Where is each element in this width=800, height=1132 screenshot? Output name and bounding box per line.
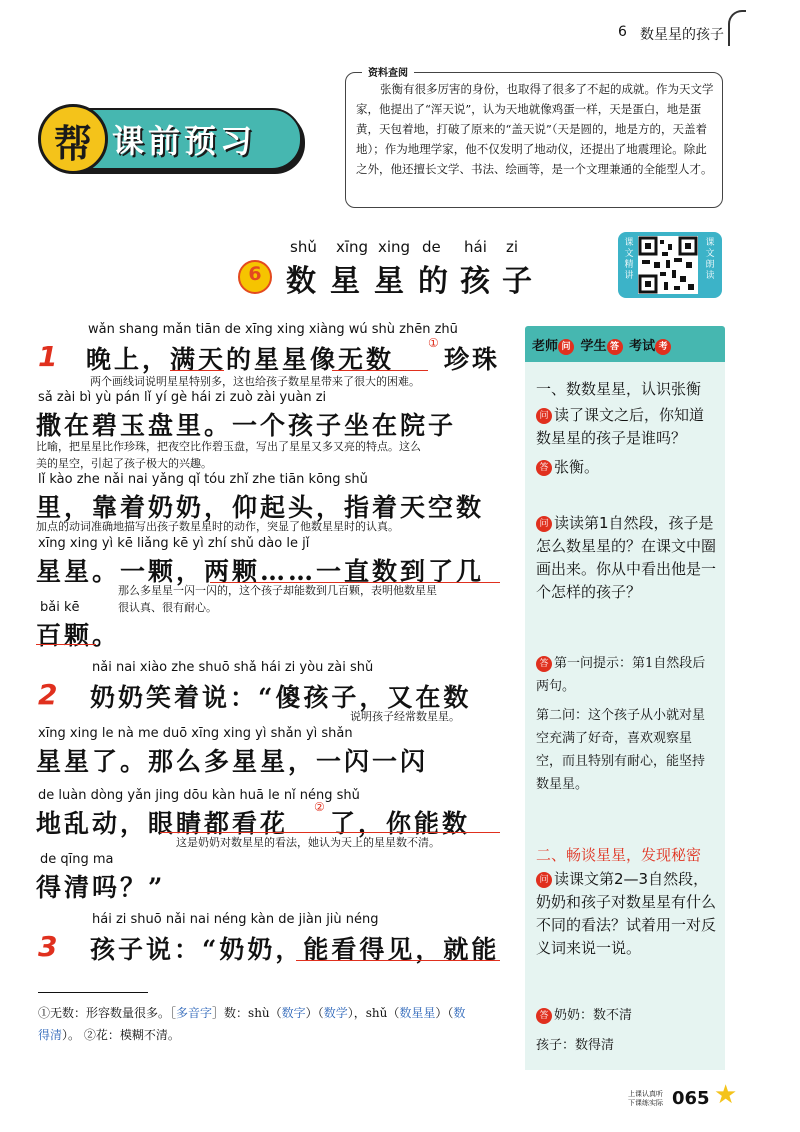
underline <box>170 370 224 371</box>
pinyin-line: nǎi nai xiào zhe shuō shǎ hái zi yòu zài shǔ <box>92 660 374 675</box>
title-pinyin: hái <box>464 238 487 256</box>
qr-left-label: 课文精讲 <box>624 238 634 281</box>
title-pinyin: xīng <box>336 238 369 256</box>
answer: 答 奶奶：数不清 <box>536 1004 716 1027</box>
title-char: 孩 <box>460 264 492 299</box>
header-title: 数星星的孩子 <box>640 27 724 43</box>
text-line: 晚上，满天的星星像无数 <box>86 345 395 374</box>
pinyin-line: xīng xing le nà me duō xīng xing yì shǎn yì shǎn <box>38 726 353 741</box>
text-line: 奶奶笑着说：“傻孩子，又在数 <box>90 683 472 712</box>
annotation: 美的星空，引起了孩子极大的兴趣。 <box>36 457 212 470</box>
text-line: 撒在碧玉盘里。一个孩子坐在院子 <box>36 411 457 440</box>
title-pinyin: xing <box>378 238 411 256</box>
answer-detail: 孩子：数得清 <box>536 1038 615 1053</box>
text-line: 百颗。 <box>36 621 121 650</box>
pinyin-line: de qīng ma <box>40 852 114 867</box>
text-line: 得清吗？” <box>36 873 166 902</box>
pinyin-line: wǎn shang mǎn tiān de xīng xing xiàng wú shù zhēn zhū <box>88 322 458 337</box>
annotation: 比喻，把星星比作珍珠，把夜空比作碧玉盘，写出了星星又多又亮的特点。这么 <box>36 440 421 453</box>
question-icon: 问 <box>536 516 552 532</box>
text-line: 孩子说：“奶奶，能看得见，就能 <box>90 935 500 964</box>
pinyin-line: lǐ kào zhe nǎi nai yǎng qǐ tóu zhǐ zhe tiān kōng shǔ <box>38 472 368 487</box>
question-icon: 问 <box>536 408 552 424</box>
title-char: 子 <box>502 264 534 299</box>
annotation: 那么多星星一闪一闪的，这个孩子却能数到几百颗，表明他数星星 <box>118 584 437 597</box>
page-number: 065 <box>672 1088 710 1109</box>
pinyin-line: xīng xing yì kē liǎng kē yì zhí shǔ dào le jǐ <box>38 536 310 551</box>
annotation: 说明孩子经常数星星。 <box>350 710 460 723</box>
text-line: 地乱动，眼睛都看花 <box>36 809 289 838</box>
title-char: 的 <box>418 264 450 299</box>
pinyin-line: de luàn dòng yǎn jing dōu kàn huā le nǐ néng shǔ <box>38 788 360 803</box>
sidebar-tabs: 老师 问 学生 答 考试 考 <box>532 335 673 355</box>
paragraph-number: 3 <box>38 930 58 963</box>
resource-label: 资料查阅 <box>362 64 414 79</box>
text-line: 星星了。那么多星星，一闪一闪 <box>36 747 429 776</box>
annotation: 加点的动词准确地描写出孩子数星星时的动作，突显了他数星星时的认真。 <box>36 520 399 533</box>
paragraph-number: 2 <box>38 678 58 711</box>
question-icon: 问 <box>536 872 552 888</box>
title-char: 数 <box>286 264 318 299</box>
page-slogan: 上课认真听 下课练实际 <box>628 1090 663 1107</box>
answer-icon: 答 <box>536 656 552 672</box>
title-pinyin: de <box>422 238 441 256</box>
answer: 答 第一问提示：第1自然段后两句。 <box>536 656 706 694</box>
footnotes: ①无数：形容数量很多。［多音字］数：shù（数字）（数学），shǔ（数星星）（数 得清）。 ②花：模糊不清。 <box>38 1006 466 1042</box>
title-pinyin: shǔ <box>290 238 317 256</box>
header-bracket-decoration <box>728 10 746 46</box>
text-line: 里，靠着奶奶，仰起头，指着天空数 <box>36 493 485 522</box>
pinyin-line: bǎi kē <box>40 600 80 615</box>
underline <box>36 644 96 645</box>
qr-code-icon[interactable] <box>638 236 698 294</box>
resource-text: 张衡有很多厉害的身份，也取得了很多了不起的成就。作为天文学家，他提出了“浑天说”，认为天地就像鸡蛋一样，天是蛋白，地是蛋黄，天包着地，打破了原来的“盖天说”（天是圆的，地是方的，天盖着地）；作为地理学家，他不仅发明了地动仪，还提出了地震理论。除此之外，他还擅长文学、书法、绘画等，是一个文理兼通的全能型人才。 <box>356 82 714 176</box>
underline <box>296 960 500 961</box>
bang-badge-char: 帮 <box>53 122 92 166</box>
section-title: 二、畅谈星星，发现秘密 <box>536 846 702 864</box>
title-char: 星 <box>330 264 362 299</box>
text-line: 星星。一颗，两颗……一直数到了几 <box>36 557 485 586</box>
lesson-number: 6 <box>248 263 262 285</box>
question: 问 读了课文之后，你知道数星星的孩子是谁吗？ <box>536 406 705 447</box>
question: 问 读读第1自然段，孩子是怎么数星星的？在课文中圈画出来。你从中看出他是一个怎样的孩子？ <box>536 514 717 601</box>
underline <box>160 832 500 833</box>
answer-icon: 答 <box>536 460 552 476</box>
footnote-divider <box>38 992 148 993</box>
pinyin-line: hái zi shuō nǎi nai néng kàn de jiàn jiù néng <box>92 912 379 927</box>
underline <box>332 370 428 371</box>
header-lesson-number: 6 <box>618 24 627 40</box>
annotation: 很认真、很有耐心。 <box>118 601 217 614</box>
title-pinyin: zi <box>506 238 519 256</box>
section-title: 一、数数星星，认识张衡 <box>536 380 702 398</box>
answer-detail: 第二问：这个孩子从小就对星空充满了好奇，喜欢观察星空，而且特别有耐心，能坚持数星星。 <box>536 708 706 792</box>
pinyin-line: sǎ zài bì yù pán lǐ yí gè hái zi zuò zài yuàn zi <box>38 390 327 405</box>
annotation: 这是奶奶对数星星的看法，她认为天上的星星数不清。 <box>176 836 440 849</box>
star-icon: ★ <box>714 1080 738 1110</box>
answer-icon: 答 <box>536 1008 552 1024</box>
banner-title: 课前预习 <box>112 122 257 160</box>
text-line: 珍珠 <box>444 345 501 374</box>
answer: 答 张衡。 <box>536 456 716 479</box>
paragraph-number: 1 <box>38 340 58 373</box>
footnote-marker: ① <box>428 336 439 350</box>
annotation: 两个画线词说明星星特别多，这也给孩子数星星带来了很大的困难。 <box>90 375 420 388</box>
title-char: 星 <box>374 264 406 299</box>
qr-right-label: 课文朗读 <box>705 238 715 281</box>
text-line: 了，你能数 <box>330 809 471 838</box>
footnote-marker: ② <box>314 800 325 814</box>
question: 问 读课文第2—3自然段，奶奶和孩子对数星星有什么不同的看法？试着用一对反义词来说一说。 <box>536 870 717 957</box>
